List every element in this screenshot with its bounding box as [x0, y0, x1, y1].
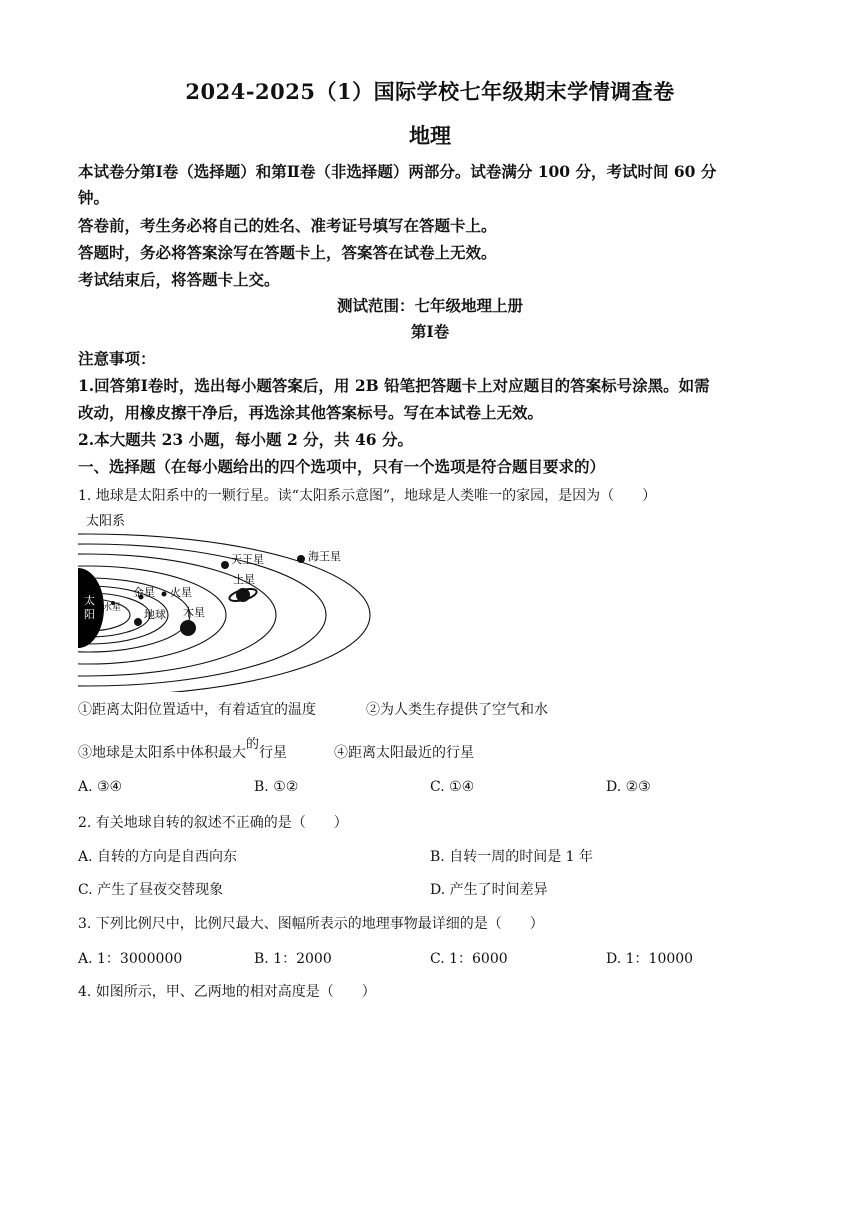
uranus-label: 天王星	[231, 553, 264, 566]
intro-line-3: 答题时，务必将答案涂写在答题卡上，答案答在试卷上无效。	[78, 243, 497, 262]
notes-heading: 注意事项：	[78, 349, 156, 368]
q1-option-d[interactable]: D. ②③	[606, 779, 651, 795]
exam-title: 2024-2025（1）国际学校七年级期末学情调查卷	[185, 79, 675, 104]
q3-option-c[interactable]: C. 1：6000	[430, 951, 508, 967]
intro-line-1: 本试卷分第Ⅰ卷（选择题）和第Ⅱ卷（非选择题）两部分。试卷满分 100 分，考试时间 60 分	[78, 162, 717, 181]
q3-option-b[interactable]: B. 1：2000	[254, 951, 332, 967]
neptune-label: 海王星	[308, 550, 341, 563]
q1-option-b[interactable]: B. ①②	[254, 779, 299, 795]
q1-statement-3-end: 行星	[259, 745, 288, 761]
q2-option-c[interactable]: C. 产生了昼夜交替现象	[78, 882, 224, 898]
jupiter-icon	[180, 620, 196, 636]
note-2: 2.本大题共 23 小题，每小题 2 分，共 46 分。	[78, 430, 413, 449]
q1-statement-3-text: ③地球是太阳系中体积最大	[78, 745, 246, 761]
intro-line-2: 答卷前，考生务必将自己的姓名、准考证号填写在答题卡上。	[78, 216, 497, 235]
q1-statement-1: ①距离太阳位置适中，有着适宜的温度	[78, 702, 316, 718]
earth-icon	[134, 618, 142, 626]
mars-label: 火星	[170, 586, 192, 599]
test-scope: 测试范围：七年级地理上册	[336, 296, 523, 315]
subject-title: 地理	[409, 123, 451, 148]
venus-label: 金星	[133, 586, 155, 599]
q2-option-a[interactable]: A. 自转的方向是自西向东	[78, 849, 238, 865]
saturn-label: 土星	[233, 573, 255, 586]
solar-system-diagram	[78, 510, 378, 692]
q1-statement-4: ④距离太阳最近的行星	[334, 745, 474, 761]
note-1a: 1.回答第Ⅰ卷时，选出每小题答案后，用 2B 铅笔把答题卡上对应题目的答案标号涂黑。如需	[78, 376, 710, 395]
q2-option-d[interactable]: D. 产生了时间差异	[430, 882, 548, 898]
q1-option-a[interactable]: A. ③④	[78, 779, 123, 795]
q3-option-a[interactable]: A. 1：3000000	[78, 951, 183, 967]
neptune-icon	[297, 555, 305, 563]
earth-label: 地球	[144, 608, 166, 621]
section-heading: 一、选择题（在每小题给出的四个选项中，只有一个选项是符合题目要求的）	[78, 457, 606, 476]
q4-stem: 4. 如图所示，甲、乙两地的相对高度是（ ）	[78, 984, 376, 1000]
sun-label-2: 阳	[84, 608, 95, 621]
q1-statement-2: ②为人类生存提供了空气和水	[366, 702, 548, 718]
q3-stem: 3. 下列比例尺中，比例尺最大、图幅所表示的地理事物最详细的是（ ）	[78, 916, 544, 932]
diagram-title: 太阳系	[86, 514, 126, 529]
q1-statement-3	[78, 737, 288, 762]
mercury-label: 水星	[103, 603, 122, 613]
intro-line-4: 考试结束后，将答题卡上交。	[78, 270, 280, 289]
q1-stem: 1. 地球是太阳系中的一颗行星。读“太阳系示意图”，地球是人类唯一的家园，是因为（ ）	[78, 488, 657, 504]
mars-icon	[162, 592, 167, 597]
q1-option-c[interactable]: C. ①④	[430, 779, 475, 795]
uranus-icon	[221, 561, 229, 569]
sun-label-1: 太	[84, 594, 95, 607]
volume-heading: 第Ⅰ卷	[410, 322, 450, 341]
q3-option-d[interactable]: D. 1：10000	[606, 951, 694, 967]
jupiter-label: 木星	[183, 606, 205, 619]
q2-option-b[interactable]: B. 自转一周的时间是 1 年	[430, 849, 593, 865]
note-1b: 改动，用橡皮擦干净后，再选涂其他答案标号。写在本试卷上无效。	[78, 403, 544, 422]
q2-stem: 2. 有关地球自转的叙述不正确的是（ ）	[78, 815, 348, 831]
q1-statement-3-sup: 的	[246, 737, 260, 752]
intro-line-1b: 钟。	[78, 188, 110, 207]
